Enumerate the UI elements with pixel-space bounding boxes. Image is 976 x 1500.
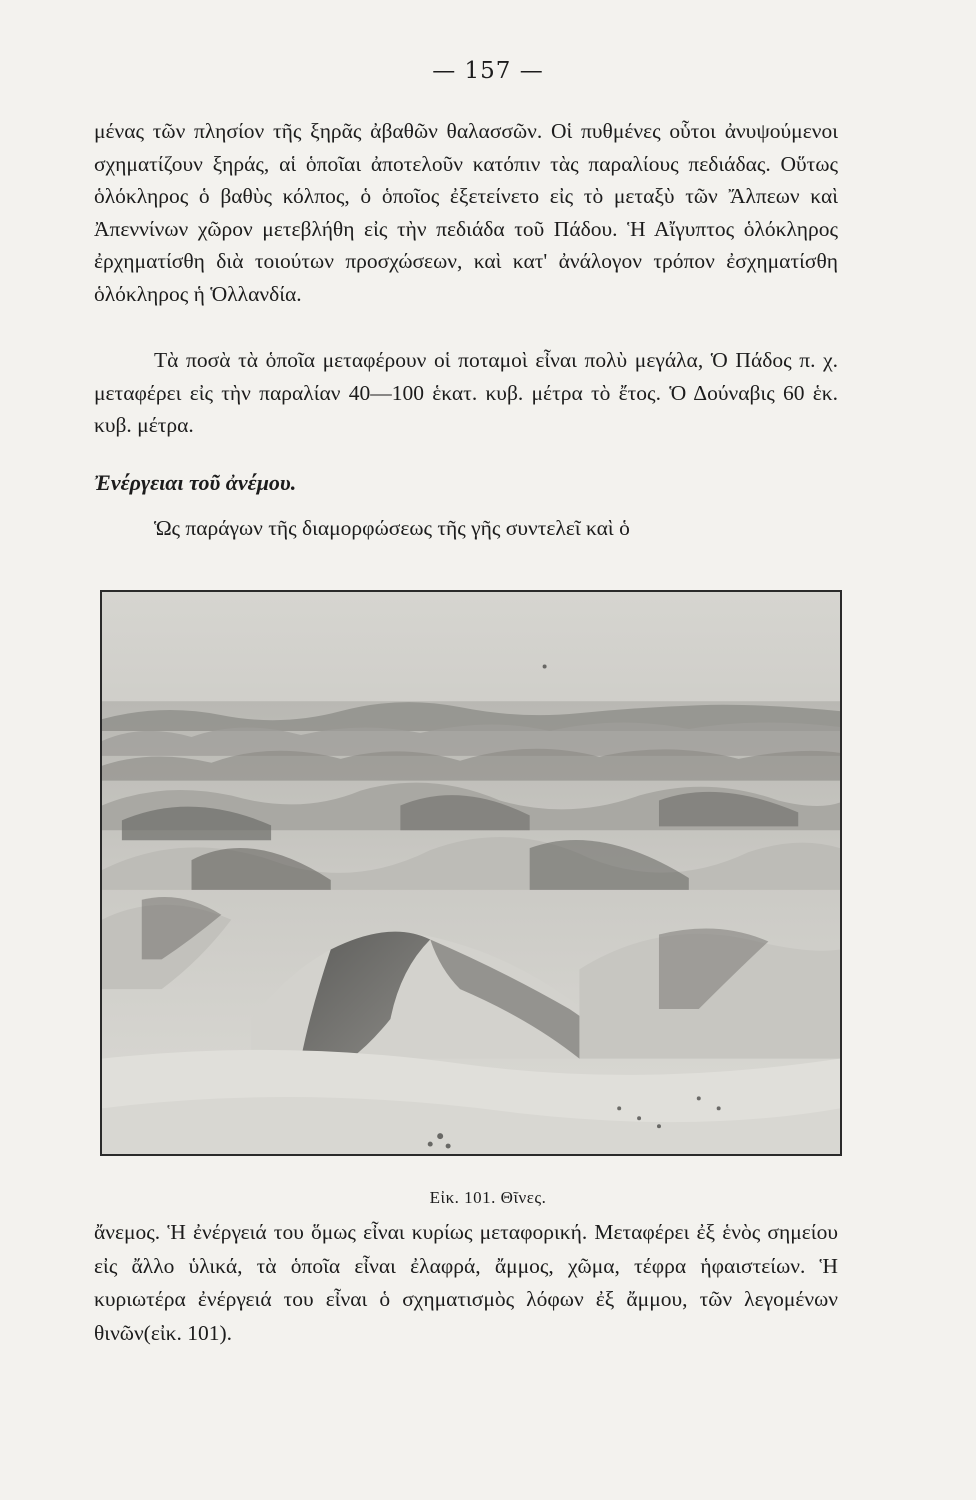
paragraph-alluvial-plains: μένας τῶν πλησίον τῆς ξηρᾶς ἀβαθῶν θαλασσῶν. Οἱ πυθμένες οὗτοι ἀνυψούμενοι σχηματίζουν ξηράς, αἱ ὁποῖαι ἀποτελοῦν κατόπιν τὰς παραλίους πεδιάδας. Οὕτως ὁλόκληρος ὁ βαθὺς κόλπος, ὁ ὁποῖος ἐξετείνετο εἰς τὸ μεταξὺ τῶν Ἄλπεων καὶ Ἀπεννίνων χῶρον μετεβλήθη εἰς τὴν πεδιάδα τοῦ Πάδου. Ἡ Αἴγυπτος ὁλόκληρος ἐρχηματίσθη διὰ τοιούτων προσχώσεων, καὶ κατ' ἀνάλογον τρόπον ἐσχηματίσθη ὁλόκληρος ἡ Ὁλλανδία. <box>94 119 838 306</box>
page-number: — 157 — <box>432 58 544 84</box>
section-heading-wind: Ἐνέργειαι τοῦ ἀνέμου. <box>94 470 297 495</box>
paragraph-river-sediment: Τὰ ποσὰ τὰ ὁποῖα μεταφέρουν οἱ ποταμοὶ εἶναι πολὺ μεγάλα, Ὁ Πάδος π. χ. μεταφέρει εἰς τὴν παραλίαν 40—100 ἑκατ. κυβ. μέτρα τὸ ἔτος. Ὁ Δούναβις 60 ἑκ. κυβ. μέτρα. <box>94 348 838 437</box>
figure-caption: Εἰκ. 101. Θῖνες. <box>429 1188 547 1207</box>
sand-dunes-illustration <box>102 592 840 1154</box>
paragraph-wind-intro: Ὡς παράγων τῆς διαμορφώσεως τῆς γῆς συντελεῖ καὶ ὁ <box>154 516 630 540</box>
figure-sand-dunes-photo <box>100 590 842 1156</box>
paragraph-wind-transport: ἄνεμος. Ἡ ἐνέργειά του ὅμως εἶναι κυρίως μεταφορική. Μεταφέρει ἐξ ἑνὸς σημείου εἰς ἄλλο ὑλικά, τὰ ὁποῖα εἶναι ἐλαφρά, ἄμμος, χῶμα, τέφρα ἡφαιστείων. Ἡ κυριωτέρα ἐνέργειά του εἶναι ὁ σχηματισμὸς λόφων ἐξ ἄμμου, τῶν λεγομένων θινῶν(εἰκ. 101). <box>94 1220 838 1345</box>
